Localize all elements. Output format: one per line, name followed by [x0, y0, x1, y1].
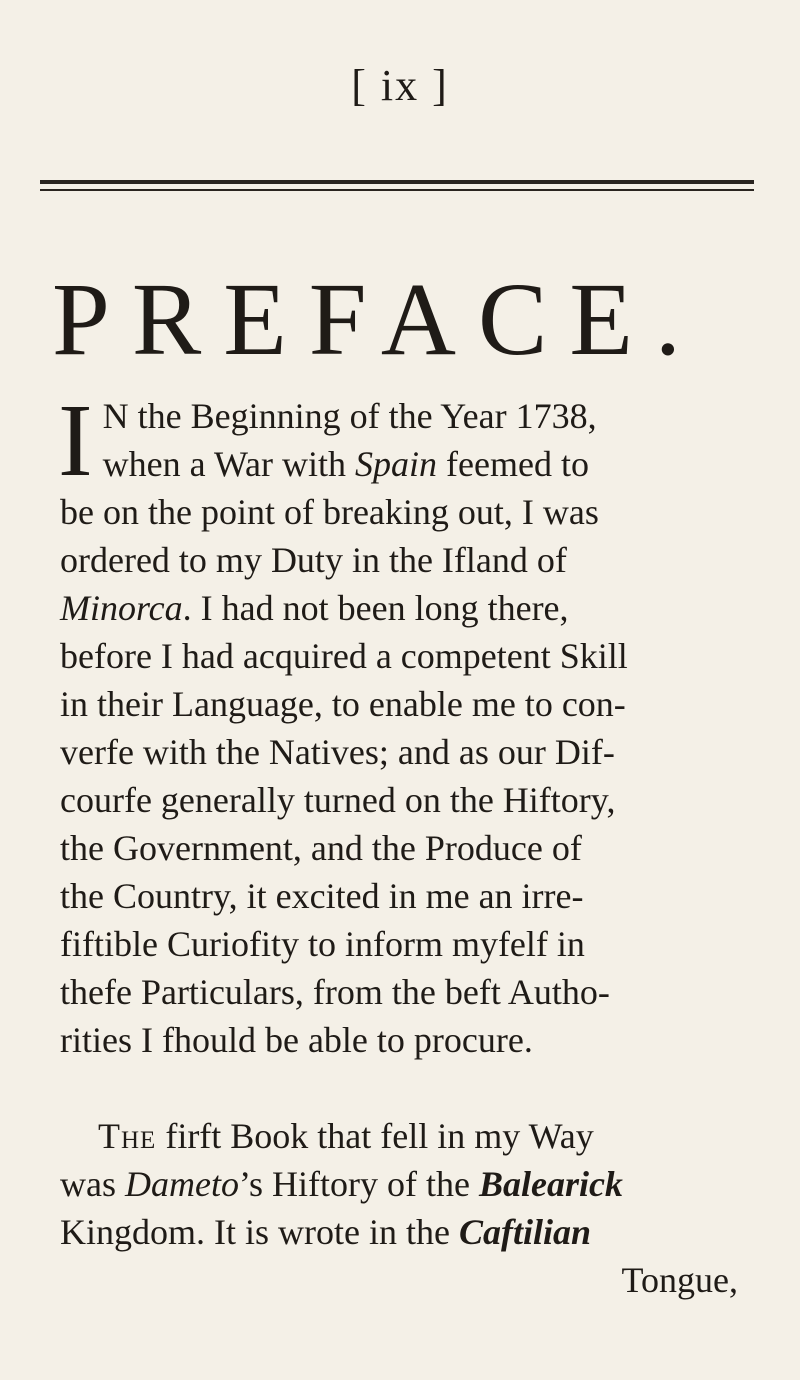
header-rule-thick	[40, 180, 754, 184]
text-line: verfe with the Natives; and as our Dif-	[60, 732, 615, 772]
text-line: thefe Particulars, from the beft Autho-	[60, 972, 610, 1012]
preface-text	[58, 383, 750, 1304]
text-line: in their Language, to enable me to con-	[60, 684, 626, 724]
text-line: Minorca. I had not been long there,	[60, 588, 569, 628]
catchword: Tongue,	[621, 1260, 738, 1300]
text-line: the Country, it excited in me an irre-	[60, 876, 584, 916]
text-line: fiftible Curiofity to inform myfelf in	[60, 924, 585, 964]
text-line: N the Beginning of the Year 1738,	[102, 396, 597, 436]
text-line: ordered to my Duty in the Ifland of	[60, 540, 567, 580]
paragraph-gap	[60, 1064, 750, 1112]
text-line: was Dameto’s Hiftory of the Balearick	[60, 1164, 623, 1204]
text-line: Kingdom. It is wrote in the Caftilian	[60, 1212, 591, 1252]
text-line: courfe generally turned on the Hiftory,	[60, 780, 616, 820]
text-line: The firft Book that fell in my Way	[98, 1116, 594, 1156]
text-line: when a War with Spain feemed to	[102, 444, 589, 484]
drop-cap: I	[58, 383, 93, 498]
text-line: rities I fhould be able to procure.	[60, 1020, 533, 1060]
page-number: [ ix ]	[351, 61, 449, 110]
page-title: PREFACE.	[52, 262, 703, 377]
header-rule-thin	[40, 189, 754, 191]
text-line: the Government, and the Produce of	[60, 828, 582, 868]
text-line: be on the point of breaking out, I was	[60, 492, 599, 532]
text-line: before I had acquired a competent Skill	[60, 636, 628, 676]
